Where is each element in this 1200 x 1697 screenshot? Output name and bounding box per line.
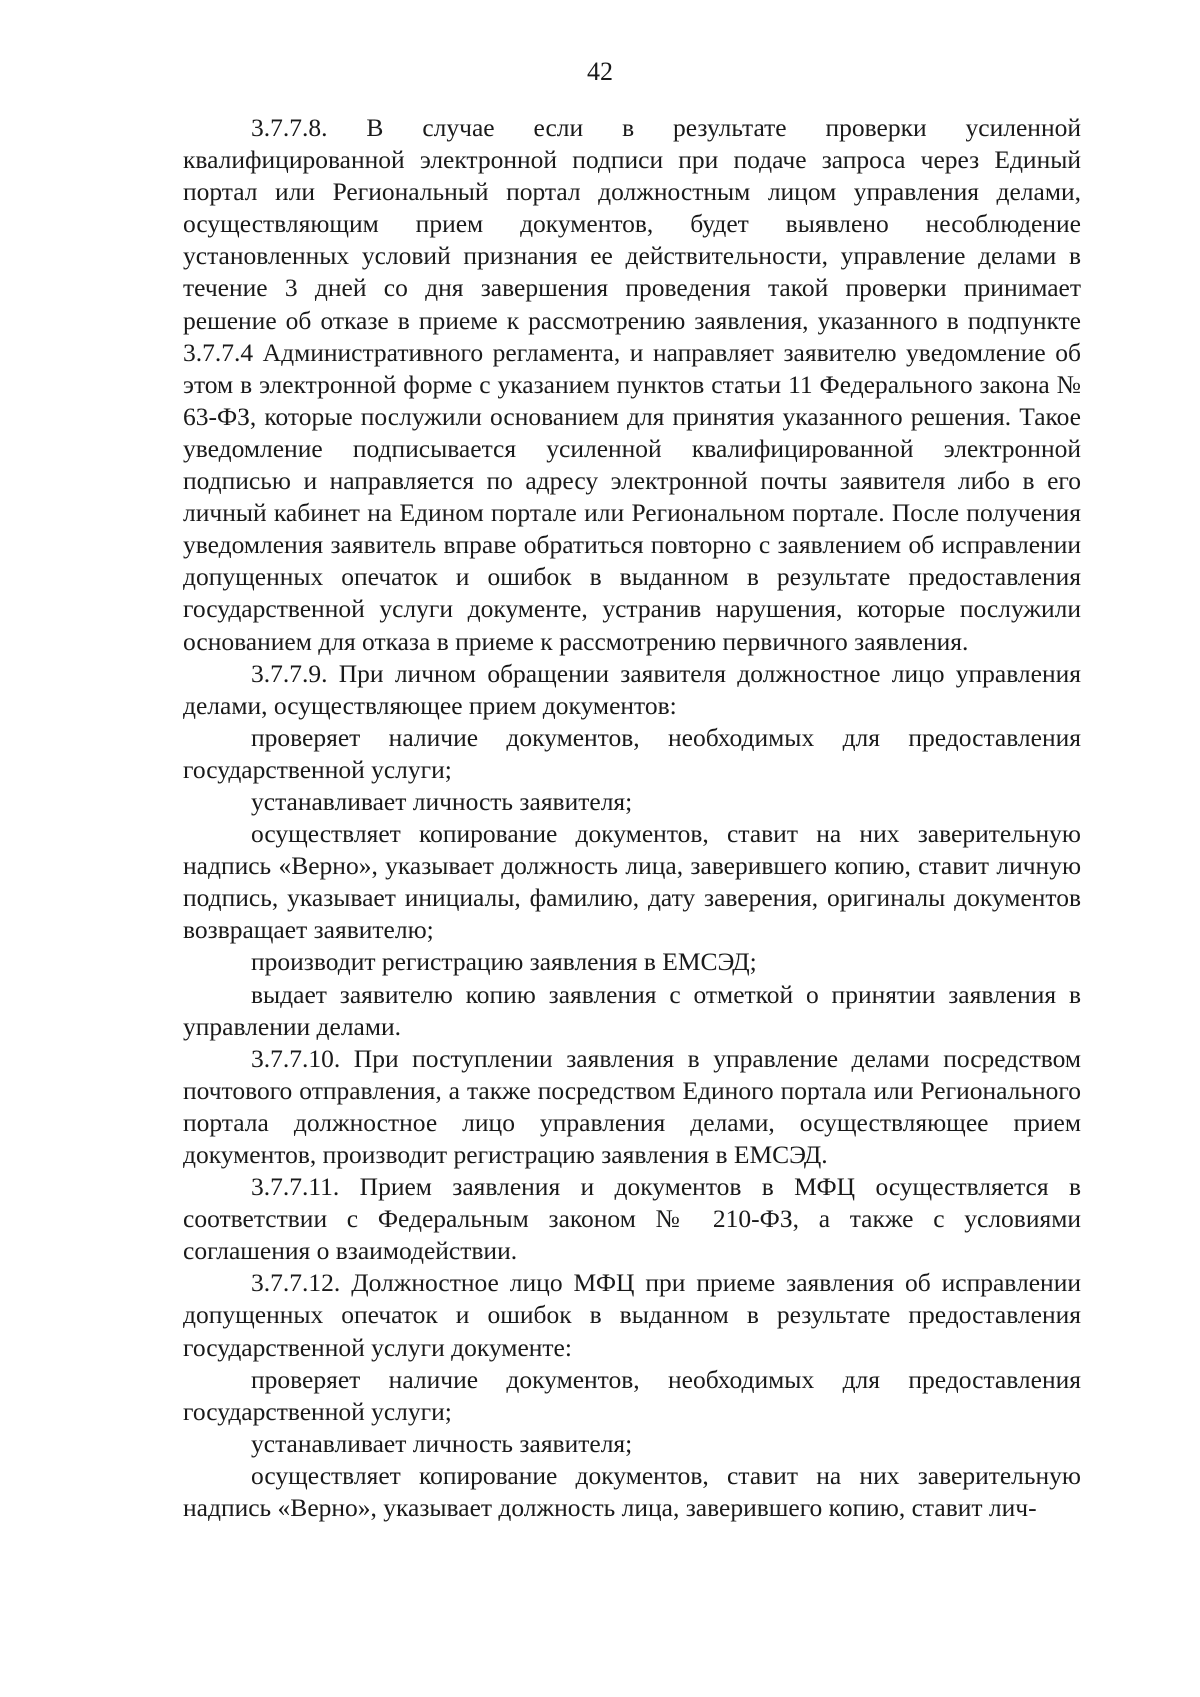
list-item: выдает заявителю копию заявления с отметкой о принятии заявления в управлении делами.	[183, 979, 1081, 1041]
list-item: осуществляет копирование документов, ставит на них заверительную надпись «Верно», указывает должность лица, заверившего копию, ставит личную подпись, указывает инициалы, фамилию, дату заверения, оригиналы документов возвращает заявителю;	[183, 819, 1081, 945]
paragraph-3-7-7-12: 3.7.7.12. Должностное лицо МФЦ при приеме заявления об исправлении допущенных опечаток и ошибок в выданном в результате предоставления государственной услуги документе:	[183, 1268, 1081, 1362]
paragraph-3-7-7-8: 3.7.7.8. В случае если в результате проверки усиленной квалифицированной электронной подписи при подаче запроса через Единый портал или Региональный портал должностным лицом управления делами, осуществляющим прием документов, будет выявлено несоблюдение установленных условий признания ее действительности, управление делами в течение 3 дней со дня завершения проведения такой проверки принимает решение об отказе в приеме к рассмотрению заявления, указанного в подпункте 3.7.7.4 Административного регламента, и направляет заявителю уведомление об этом в электронной форме с указанием пунктов статьи 11 Федерального закона № 63-ФЗ, которые послужили основанием для принятия указанного решения. Такое уведомление подписывается усиленной квалифицированной электронной подписью и направляется по адресу электронной почты заявителя либо в его личный кабинет на Едином портале или Региональном портале. После получения уведомления заявитель вправе обратиться повторно с заявлением об исправлении допущенных опечаток и ошибок в выданном в результате предоставления государственной услуги документе, устранив нарушения, которые послужили основанием для отказа в приеме к рассмотрению первичного заявления.	[183, 113, 1081, 656]
paragraph-3-7-7-9: 3.7.7.9. При личном обращении заявителя должностное лицо управления делами, осуществляющее прием документов:	[183, 658, 1081, 720]
list-item: проверяет наличие документов, необходимых для предоставления государственной услуги;	[183, 1364, 1081, 1426]
page-number: 42	[587, 57, 613, 86]
document-body	[183, 112, 1081, 1524]
paragraph-3-7-7-10: 3.7.7.10. При поступлении заявления в управление делами посредством почтового отправления, а также посредством Единого портала или Регионального портала должностное лицо управления делами, осуществляющее прием документов, производит регистрацию заявления в ЕМСЭД.	[183, 1043, 1081, 1169]
list-item: устанавливает личность заявителя;	[251, 786, 633, 816]
list-item: производит регистрацию заявления в ЕМСЭД;	[251, 947, 757, 977]
list-item: осуществляет копирование документов, ставит на них заверительную надпись «Верно», указывает должность лица, заверившего копию, ставит лич-	[183, 1460, 1081, 1523]
list-item: устанавливает личность заявителя;	[251, 1428, 633, 1458]
paragraph-3-7-7-11: 3.7.7.11. Прием заявления и документов в МФЦ осуществляется в соответствии с Федеральным законом № 210-ФЗ, а также с условиями соглашения о взаимодействии.	[183, 1172, 1081, 1266]
list-item: проверяет наличие документов, необходимых для предоставления государственной услуги;	[183, 722, 1081, 784]
